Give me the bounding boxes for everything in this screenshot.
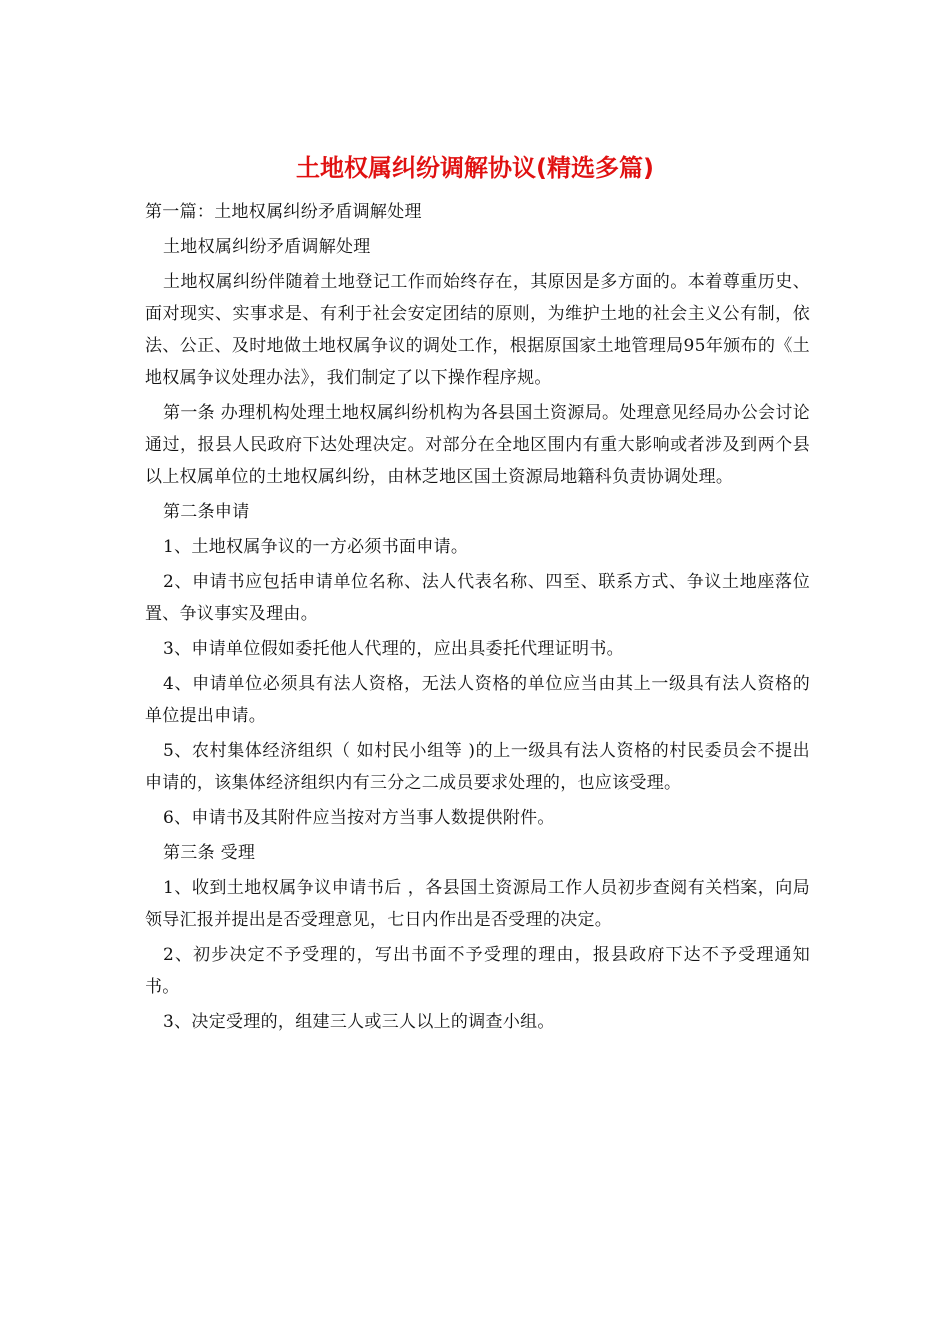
paragraph: 第一条 办理机构处理土地权属纠纷机构为各县国土资源局。处理意见经局办公会讨论通过，报县人民政府下达处理决定。对部分在全地区围内有重大影响或者涉及到两个县以上权属单位的土地权属纠纷，由林芝地区国土资源局地籍科负责协调处理。 [145, 403, 810, 487]
list-item: 2、申请书应包括申请单位名称、法人代表名称、四至、联系方式、争议土地座落位置、争议事实及理由。 [145, 572, 810, 624]
list-item: 1、土地权属争议的一方必须书面申请。 [163, 537, 469, 557]
document-title: 土地权属纠纷调解协议(精选多篇) [296, 154, 654, 182]
list-item: 5、农村集体经济组织（ 如村民小组等 )的上一级具有法人资格的村民委员会不提出申请的，该集体经济组织内有三分之二成员要求处理的，也应该受理。 [145, 741, 810, 793]
list-item: 3、申请单位假如委托他人代理的，应出具委托代理证明书。 [163, 639, 624, 659]
list-item: 1、收到土地权属争议申请书后 ，各县国土资源局工作人员初步查阅有关档案，向局领导汇报并提出是否受理意见，七日内作出是否受理的决定。 [145, 878, 810, 930]
list-item: 4、申请单位必须具有法人资格，无法人资格的单位应当由其上一级具有法人资格的单位提出申请。 [145, 674, 810, 726]
subsection-heading: 土地权属纠纷矛盾调解处理 [163, 237, 371, 257]
list-item: 6、申请书及其附件应当按对方当事人数提供附件。 [163, 808, 555, 828]
list-item: 3、决定受理的，组建三人或三人以上的调查小组。 [163, 1012, 555, 1032]
document-body [145, 196, 810, 1041]
section-heading: 第一篇：土地权属纠纷矛盾调解处理 [145, 202, 422, 222]
clause-heading: 第三条 受理 [163, 843, 256, 863]
paragraph: 土地权属纠纷伴随着土地登记工作而始终存在，其原因是多方面的。本着尊重历史、面对现实、实事求是、有利于社会安定团结的原则，为维护土地的社会主义公有制，依法、公正、及时地做土地权属争议的调处工作，根据原国家土地管理局95年颁布的《土地权属争议处理办法》，我们制定了以下操作程序规。 [145, 272, 810, 388]
clause-heading: 第二条申请 [163, 502, 250, 522]
list-item: 2、初步决定不予受理的，写出书面不予受理的理由，报县政府下达不予受理通知书。 [145, 945, 810, 997]
